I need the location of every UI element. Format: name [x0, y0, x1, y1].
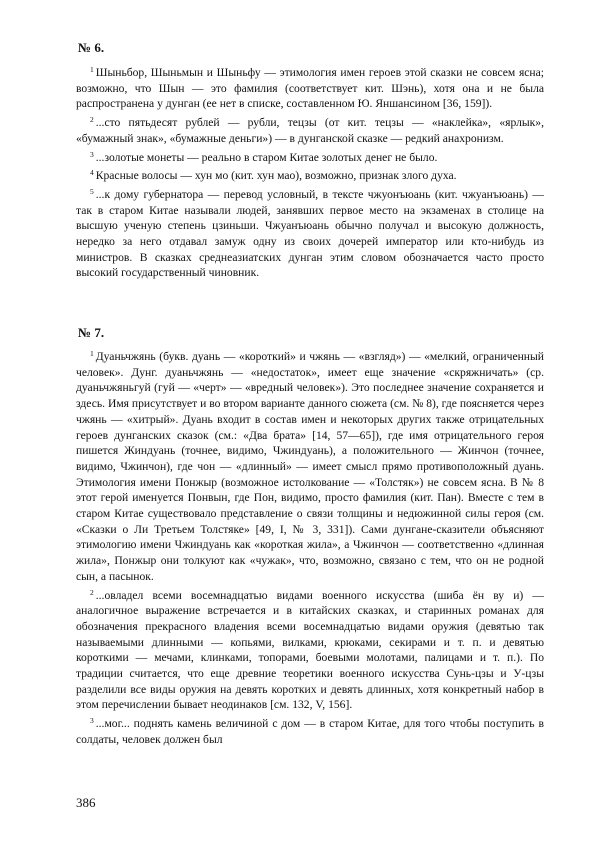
footnote-7-3: $^3$ ...мог... поднять камень величиной с дом — в старом Китае, для того чтобы поступить в солдаты, человек должен был [76, 716, 544, 746]
section-6-heading: № 6. [78, 40, 105, 55]
section-7-notes [76, 346, 544, 748]
page-number: 386 [76, 795, 96, 810]
footnote-6-4: $^4$ Красные волосы — хун мо (кит. хун мао), возможно, признак злого духа. [90, 168, 457, 183]
footnote-6-2: $^2$ ...сто пятьдесят рублей — рубли, тецзы (от кит. тецзы — «наклейка», «ярлык», «бумажный знак», «бумажные деньги») — в дунганской сказке — редкий анахронизм. [76, 115, 544, 145]
section-6-notes [76, 62, 544, 281]
footnote-6-1: $^1$ Шыньбор, Шыньмын и Шыньфу — этимология имен героев этой сказки не совсем ясна; возможно, что Шын — это фамилия (соответствует кит. Шэнь), хотя она и не была распространена у дунган (ее нет в списке, составленном Ю. Яншансином [36, 159]). [76, 65, 544, 111]
footnote-6-3: $^3$ ...золотые монеты — реально в старом Китае золотых денег не было. [90, 149, 438, 164]
footnote-6-5: $^5$ ...к дому губернатора — перевод условный, в тексте чжуонъюань (кит. чжуанъюань) — так в старом Китае называли людей, занявших первое место на экзаменах в столице на высшую ученую степень цзиньши. Чжуанъюань обычно получал и высокую должность, нередко за него отдавал замуж одну из своих дочерей император или кто-нибудь из министров. В сказках среднеазиатских дунган этим словом обозначается часто просто высокий государственный чиновник. [76, 186, 544, 280]
footnote-7-2: $^2$ ...овладел всеми восемнадцатью видами военного искусства (шиба ён ву и) — аналогичное выражение встречается и в китайских сказках, и старинных романах для обозначения прекрасного владения всеми восемнадцатью видами оружия (девятью так называемыми длинными — копьями, вилками, крюками, секирами и т. п. и девятью короткими — мечами, клинками, топорами, боевыми молотами, палицами и т. п.). По традиции считается, что еще древние теоретики военного искусства Сунь-цзы и У-цзы разделили все виды оружия на девять коротких и девять длинных, хотя конкретный набор в этом перечислении бывает неодинаков [см. 132, V, 156]. [76, 587, 544, 712]
footnote-7-1: $^1$ Дуаньчжянь (букв. дуань — «короткий» и чжянь — «взгляд») — «мелкий, ограниченный человек». Дунг. дуаньчжянь — «недостаток», имеет еще значение «скряжничать» (ср. дуаньчжяньгуй (гуй — «черт» — «вредный человек»). Это последнее значение сохраняется и здесь. Имя присутствует и во втором варианте данного сюжета (см. № 8), где поясняется через чжянь — «хитрый». Дуань входит в состав имен и некоторых других также отрицательных героев дунганских сказок (см.: «Два брата» [14, 57—65]), где имя отрицательного героя пишется Жиндуань (точнее, видимо, Чжиндуань), а положительного — Жинчон (точнее, видимо, Чжинчон), где чон — «длинный» — имеет смысл прямо противоположный дуань. Этимология имени Понжыр (возможное истолкование — «Толстяк») не совсем ясна. В № 8 этот герой именуется Понвын, где Пон, видимо, просто фамилия (кит. Пан). Вместе с тем в старом Китае существовало представление о связи толщины и недюжинной силы героя (см. «Сказки о Ли Третьем Толстяке» [49, I, № 3, 331]). Сами дунгане-сказители объясняют этимологию имени Чжиндуань как «короткая жила», а Чжинчон — соответственно «длинная жила», Понжыр они толкуют как «чужак», что, возможно, связано с тем, что он не родной сын, а пасынок. [76, 349, 544, 583]
section-7-heading: № 7. [78, 325, 105, 340]
